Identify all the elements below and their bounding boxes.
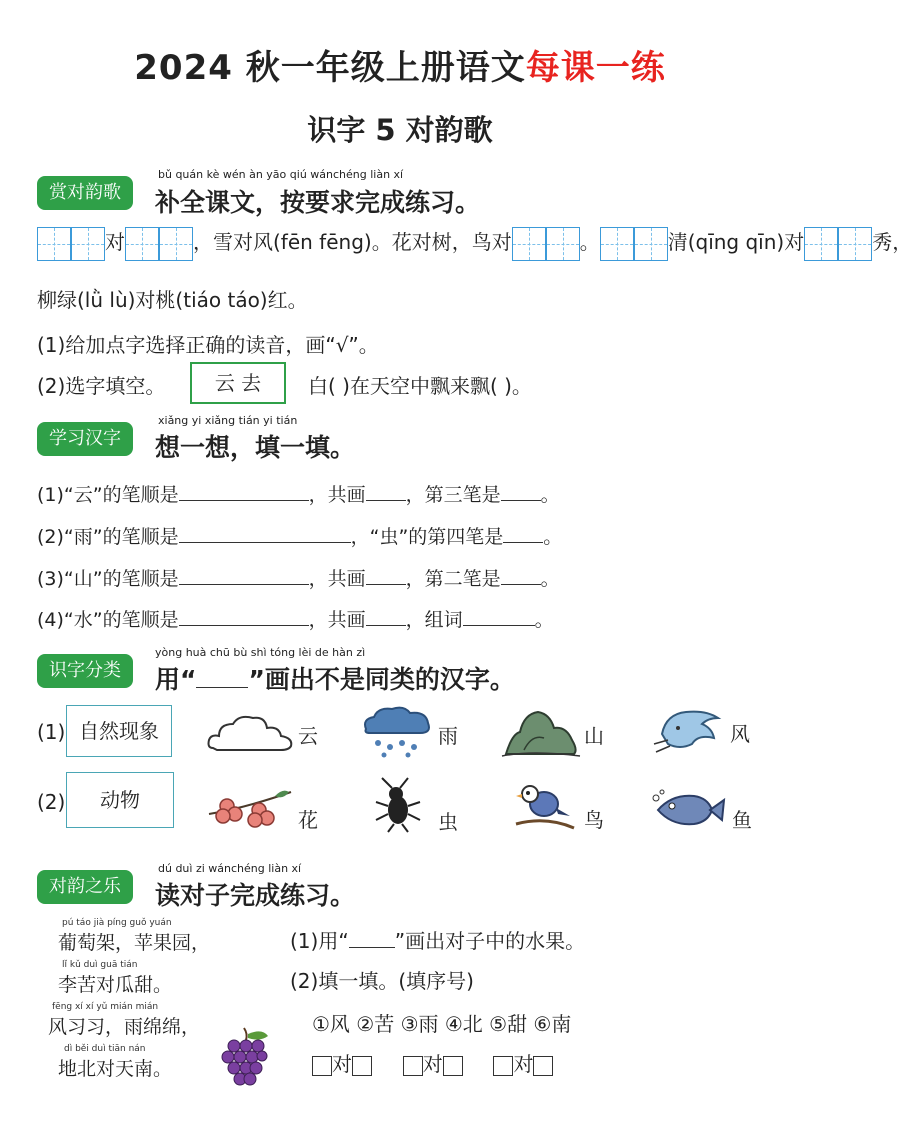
section-pinyin-1: bǔ quán kè wén àn yāo qiú wánchéng liàn xí <box>158 168 404 181</box>
mountain-icon <box>502 704 580 760</box>
category-box-animal: 动物 <box>66 772 174 828</box>
answer-square[interactable] <box>352 1056 372 1076</box>
char-box[interactable] <box>37 227 71 261</box>
char-shan[interactable]: 山 <box>584 724 604 748</box>
poem-pinyin-4: dì běi duì tiān nán <box>64 1044 146 1054</box>
poem-line-2: 李苦对瓜甜。 <box>58 974 173 996</box>
stroke-question-3: (3)“山”的笔顺是 ，共画 ，第二笔是 。 <box>37 568 560 590</box>
poem-line-3: 风习习，雨绵绵， <box>48 1016 201 1038</box>
answer-square[interactable] <box>493 1056 513 1076</box>
question-1-1: (1)给加点字选择正确的读音，画“√”。 <box>37 333 379 357</box>
answer-blank[interactable] <box>179 482 309 501</box>
section-badge-1: 赏对韵歌 <box>37 176 133 210</box>
answer-blank[interactable] <box>463 607 535 626</box>
char-box[interactable] <box>125 227 159 261</box>
char-box[interactable] <box>804 227 838 261</box>
answer-blank[interactable] <box>501 566 541 585</box>
poem-fill-line-1: 对 ，雪对风(fēn fēng)。花对树，鸟对 。 清(qīng qīn)对 秀， <box>37 226 912 261</box>
poem-line-1: 葡萄架，苹果园， <box>58 932 211 954</box>
poem-line-4: 地北对天南。 <box>58 1058 173 1080</box>
char-chong[interactable]: 虫 <box>438 810 458 834</box>
char-niao[interactable]: 鸟 <box>584 808 604 832</box>
lesson-title: 识字 5 对韵歌 <box>307 113 493 147</box>
poem-pinyin-3: fēng xí xí yǔ mián mián <box>52 1002 159 1012</box>
answer-square[interactable] <box>403 1056 423 1076</box>
section-badge-3: 识字分类 <box>37 654 133 688</box>
word-options-box: 云 去 <box>190 362 286 404</box>
answer-square[interactable] <box>443 1056 463 1076</box>
insect-icon <box>372 776 424 834</box>
section-heading-3: 用“ ”画出不是同类的汉字。 <box>155 665 515 694</box>
row-number-1: (1) <box>37 720 66 744</box>
title-accent: 每课一练 <box>525 48 666 88</box>
char-yu[interactable]: 雨 <box>438 724 458 748</box>
underline-sample <box>349 929 395 948</box>
wind-icon <box>652 704 724 758</box>
question-1-2: (2)选字填空。 <box>37 374 166 398</box>
section-heading-1: 补全课文，按要求完成练习。 <box>155 188 481 217</box>
fish-icon <box>652 788 726 832</box>
cloud-icon <box>205 712 297 754</box>
row-number-2: (2) <box>37 790 66 814</box>
answer-blank[interactable] <box>503 524 543 543</box>
poem-pinyin-1: pú táo jià píng guǒ yuán <box>62 918 172 928</box>
answer-blank[interactable] <box>366 482 406 501</box>
section-pinyin-2: xiǎng yi xiǎng tián yi tián <box>158 414 298 427</box>
stroke-question-4: (4)“水”的笔顺是 ，共画 ，组词 。 <box>37 609 554 631</box>
underline-sample <box>196 665 248 688</box>
section-badge-4: 对韵之乐 <box>37 870 133 904</box>
question-4-2: (2)填一填。(填序号) <box>290 969 474 993</box>
section-badge-2: 学习汉字 <box>37 422 133 456</box>
flower-icon <box>205 784 295 830</box>
question-4-1: (1)用“ ”画出对子中的水果。 <box>290 929 586 953</box>
char-yu-fish[interactable]: 鱼 <box>732 808 752 832</box>
char-box[interactable] <box>71 227 105 261</box>
rain-cloud-icon <box>360 705 434 759</box>
char-yun[interactable]: 云 <box>298 724 318 748</box>
answer-blank[interactable] <box>366 607 406 626</box>
char-hua[interactable]: 花 <box>298 808 318 832</box>
grapes-icon <box>214 1024 274 1090</box>
answer-blank[interactable] <box>179 607 309 626</box>
section-heading-4: 读对子完成练习。 <box>155 881 356 910</box>
char-box[interactable] <box>838 227 872 261</box>
answer-blank[interactable] <box>179 566 309 585</box>
category-box-nature: 自然现象 <box>66 705 172 757</box>
poem-pinyin-2: lǐ kǔ duì guā tián <box>62 960 138 970</box>
section-heading-2: 想一想，填一填。 <box>155 433 356 462</box>
stroke-question-2: (2)“雨”的笔顺是 ，“虫”的第四笔是 。 <box>37 526 563 548</box>
answer-square[interactable] <box>533 1056 553 1076</box>
answer-blank[interactable] <box>501 482 541 501</box>
poem-line-2: 柳绿(lǜ lù)对桃(tiáo táo)红。 <box>37 288 308 312</box>
char-feng[interactable]: 风 <box>730 722 750 746</box>
bird-icon <box>512 776 578 836</box>
char-box[interactable] <box>159 227 193 261</box>
answer-blank[interactable] <box>366 566 406 585</box>
section-pinyin-4: dú duì zi wánchéng liàn xí <box>158 862 302 875</box>
char-box[interactable] <box>634 227 668 261</box>
char-box[interactable] <box>546 227 580 261</box>
answer-square[interactable] <box>312 1056 332 1076</box>
stroke-question-1: (1)“云”的笔顺是 ，共画 ，第三笔是 。 <box>37 484 560 506</box>
section-pinyin-3: yòng huà chū bù shì tóng lèi de hàn zì <box>155 646 366 659</box>
question-1-2-sentence: 白( )在天空中飘来飘( )。 <box>308 374 532 398</box>
answer-blank[interactable] <box>179 524 351 543</box>
answer-options: ①风 ②苦 ③雨 ④北 ⑤甜 ⑥南 <box>312 1012 572 1036</box>
char-box[interactable] <box>600 227 634 261</box>
char-box[interactable] <box>512 227 546 261</box>
pair-fill-row: 对 对 对 <box>312 1048 553 1077</box>
page-title: 2024 秋一年级上册语文每课一练 <box>134 48 666 88</box>
